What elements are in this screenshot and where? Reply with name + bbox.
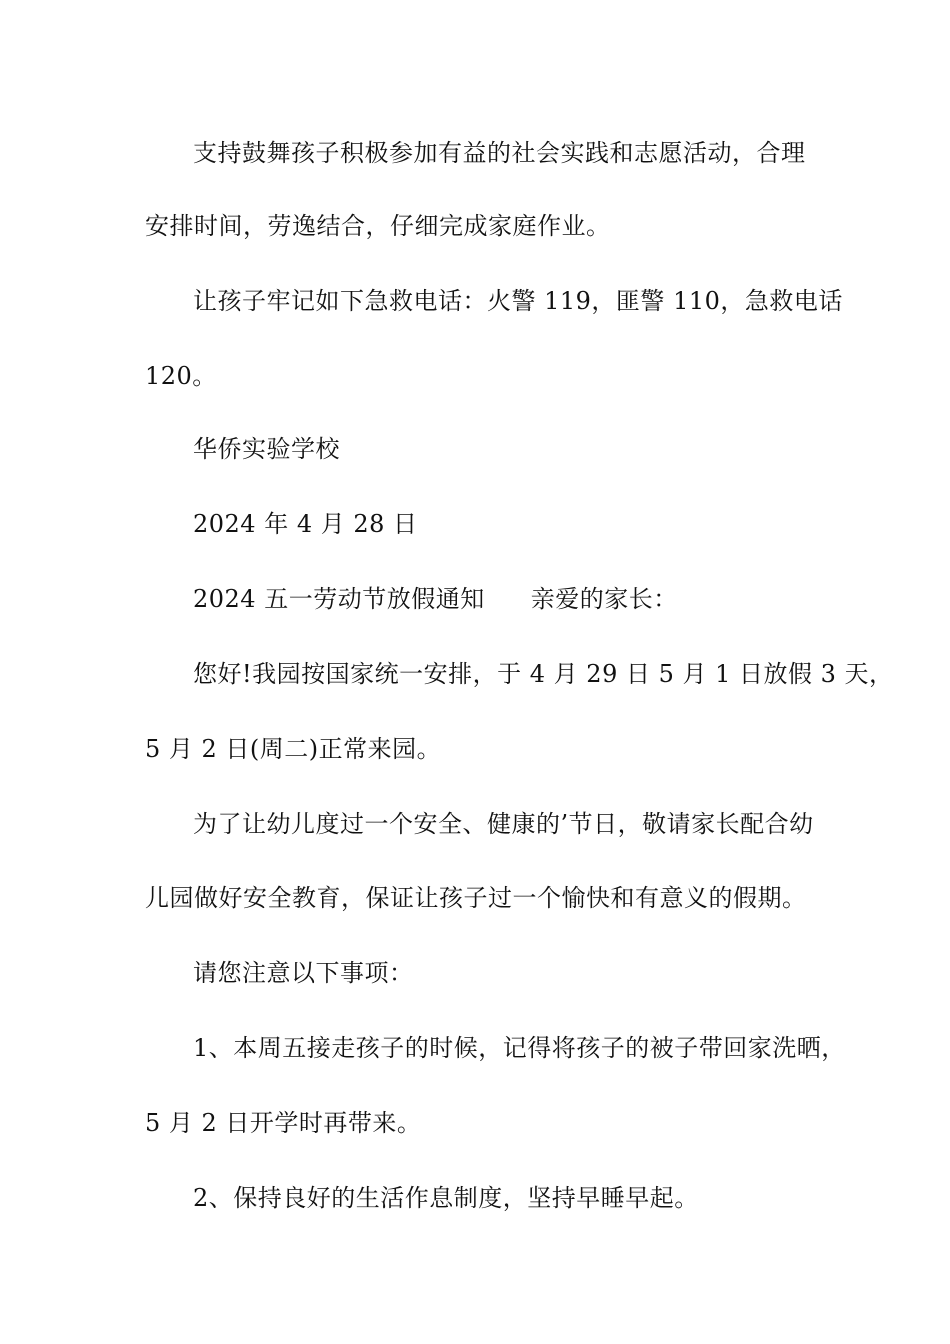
paragraph-line: 让孩子牢记如下急救电话：火警 119，匪警 110，急救电话 (193, 287, 843, 315)
salutation: 亲爱的家长： (530, 585, 678, 613)
school-name: 华侨实验学校 (193, 435, 340, 463)
paragraph-line: 5 月 2 日(周二)正常来园。 (145, 735, 442, 763)
list-item: 1、本周五接走孩子的时候，记得将孩子的被子带回家洗晒， (193, 1034, 846, 1062)
paragraph-line: 儿园做好安全教育，保证让孩子过一个愉快和有意义的假期。 (145, 884, 807, 912)
list-item: 2、保持良好的生活作息制度，坚持早睡早起。 (193, 1184, 699, 1212)
list-item-continuation: 5 月 2 日开学时再带来。 (145, 1109, 422, 1137)
notice-items-heading: 请您注意以下事项： (193, 959, 414, 987)
paragraph-line: 为了让幼儿度过一个安全、健康的’节日，敬请家长配合幼 (193, 810, 814, 838)
paragraph-line: 120。 (145, 362, 217, 390)
date-line: 2024 年 4 月 28 日 (193, 510, 418, 538)
notice-heading-line (193, 584, 833, 614)
notice-title: 2024 五一劳动节放假通知 (193, 585, 485, 613)
paragraph-line: 安排时间，劳逸结合，仔细完成家庭作业。 (145, 212, 611, 240)
paragraph-line: 支持鼓舞孩子积极参加有益的社会实践和志愿活动，合理 (193, 139, 806, 167)
paragraph-line: 您好!我园按国家统一安排，于 4 月 29 日 5 月 1 日放假 3 天， (193, 660, 894, 688)
